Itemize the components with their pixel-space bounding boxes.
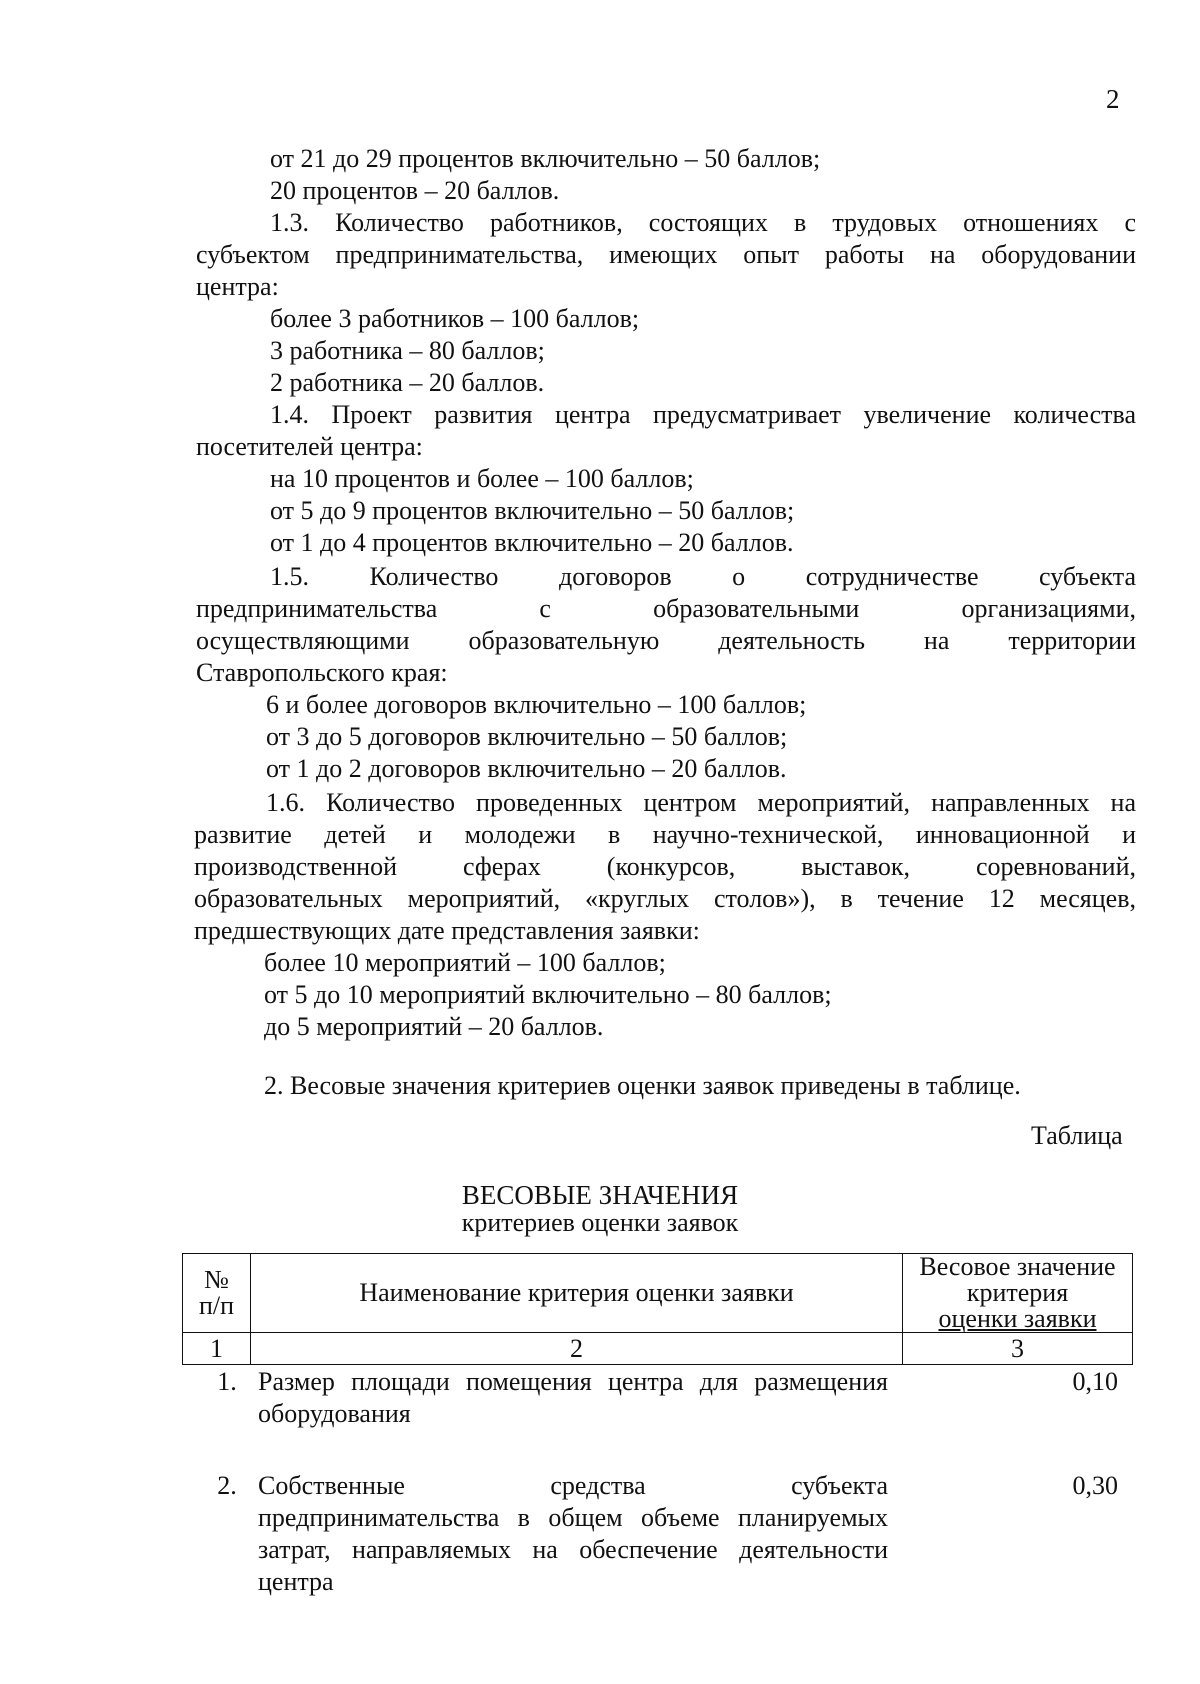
column-number: 1 xyxy=(183,1333,251,1365)
column-number: 2 xyxy=(251,1333,903,1365)
text-line: от 5 до 9 процентов включительно – 50 баллов; xyxy=(270,496,795,525)
text-line: от 3 до 5 договоров включительно – 50 баллов; xyxy=(266,722,788,751)
paragraph-1-5-line-2: предпринимательства с образовательными организациями, xyxy=(196,594,1136,623)
paragraph-1-6-line-5: предшествующих дате представления заявки: xyxy=(194,916,700,945)
text-line: от 1 до 4 процентов включительно – 20 баллов. xyxy=(270,528,794,557)
text-line: 2 работника – 20 баллов. xyxy=(270,368,545,397)
text-line: 6 и более договоров включительно – 100 баллов; xyxy=(266,690,807,719)
text-line: от 21 до 29 процентов включительно – 50 баллов; xyxy=(270,144,821,173)
row-criterion-line: затрат, направляемых на обеспечение деятельности xyxy=(258,1535,888,1564)
text-line: до 5 мероприятий – 20 баллов. xyxy=(264,1012,604,1041)
table-title: ВЕСОВЫЕ ЗНАЧЕНИЯ xyxy=(461,1180,739,1210)
text-line: на 10 процентов и более – 100 баллов; xyxy=(270,464,694,493)
text-line: более 10 мероприятий – 100 баллов; xyxy=(264,948,666,977)
text-line: более 3 работников – 100 баллов; xyxy=(270,304,640,333)
text-line: от 1 до 2 договоров включительно – 20 баллов. xyxy=(266,754,787,783)
paragraph-1-5-line-1: 1.5. Количество договоров о сотрудничестве субъекта xyxy=(270,562,1136,591)
paragraph-2: 2. Весовые значения критериев оценки заявок приведены в таблице. xyxy=(264,1071,1021,1100)
paragraph-1-6-line-1: 1.6. Количество проведенных центром мероприятий, направленных на xyxy=(266,788,1136,817)
text-line: от 5 до 10 мероприятий включительно – 80 баллов; xyxy=(264,980,832,1009)
page-number: 2 xyxy=(1106,84,1120,114)
table-subtitle: критериев оценки заявок xyxy=(461,1208,739,1237)
text-line: 20 процентов – 20 баллов. xyxy=(270,176,560,205)
column-number: 3 xyxy=(903,1333,1133,1365)
paragraph-1-4-line-1: 1.4. Проект развития центра предусматривает увеличение количества xyxy=(270,400,1136,429)
row-weight: 0,10 xyxy=(1072,1367,1118,1396)
column-number-row xyxy=(183,1333,1133,1365)
paragraph-1-5-line-4: Ставропольского края: xyxy=(196,658,448,687)
paragraph-1-5-line-3: осуществляющими образовательную деятельность на территории xyxy=(196,626,1136,655)
paragraph-1-3-line-2: субъектом предпринимательства, имеющих опыт работы на оборудовании xyxy=(196,240,1136,269)
row-criterion-line: Размер площади помещения центра для размещения xyxy=(258,1367,888,1396)
row-criterion-line: центра xyxy=(258,1567,334,1596)
row-number: 2. xyxy=(217,1471,237,1500)
weights-table xyxy=(182,1253,1132,1365)
paragraph-1-3-line-1: 1.3. Количество работников, состоящих в трудовых отношениях с xyxy=(270,208,1136,237)
paragraph-1-6-line-2: развитие детей и молодежи в научно-технической, инновационной и xyxy=(194,820,1136,849)
row-criterion-line: оборудования xyxy=(258,1399,411,1428)
header-weight-line-3: оценки заявки xyxy=(938,1304,1097,1333)
paragraph-1-4-line-2: посетителей центра: xyxy=(196,432,423,461)
header-number-abbr: п/п xyxy=(198,1291,235,1320)
text-line: 3 работника – 80 баллов; xyxy=(270,336,545,365)
table-label: Таблица xyxy=(1031,1121,1123,1150)
header-criterion-name: Наименование критерия оценки заявки xyxy=(251,1254,903,1333)
header-weight xyxy=(903,1254,1133,1333)
header-weight-line-2: критерия xyxy=(966,1278,1069,1307)
row-criterion xyxy=(258,1366,888,1430)
row-criterion xyxy=(258,1470,888,1598)
header-number xyxy=(183,1254,251,1333)
paragraph-1-6-line-3: производственной сферах (конкурсов, выставок, соревнований, xyxy=(194,852,1136,881)
row-weight: 0,30 xyxy=(1072,1471,1118,1500)
header-weight-line-1: Весовое значение xyxy=(919,1252,1116,1281)
row-criterion-line: Собственные средства субъекта xyxy=(258,1471,888,1500)
paragraph-1-3-line-3: центра: xyxy=(196,272,279,301)
table-header-row xyxy=(183,1254,1133,1333)
paragraph-1-6-line-4: образовательных мероприятий, «круглых столов»), в течение 12 месяцев, xyxy=(194,884,1136,913)
row-number: 1. xyxy=(217,1367,237,1396)
row-criterion-line: предпринимательства в общем объеме планируемых xyxy=(258,1503,888,1532)
header-number-symbol: № xyxy=(204,1265,229,1294)
